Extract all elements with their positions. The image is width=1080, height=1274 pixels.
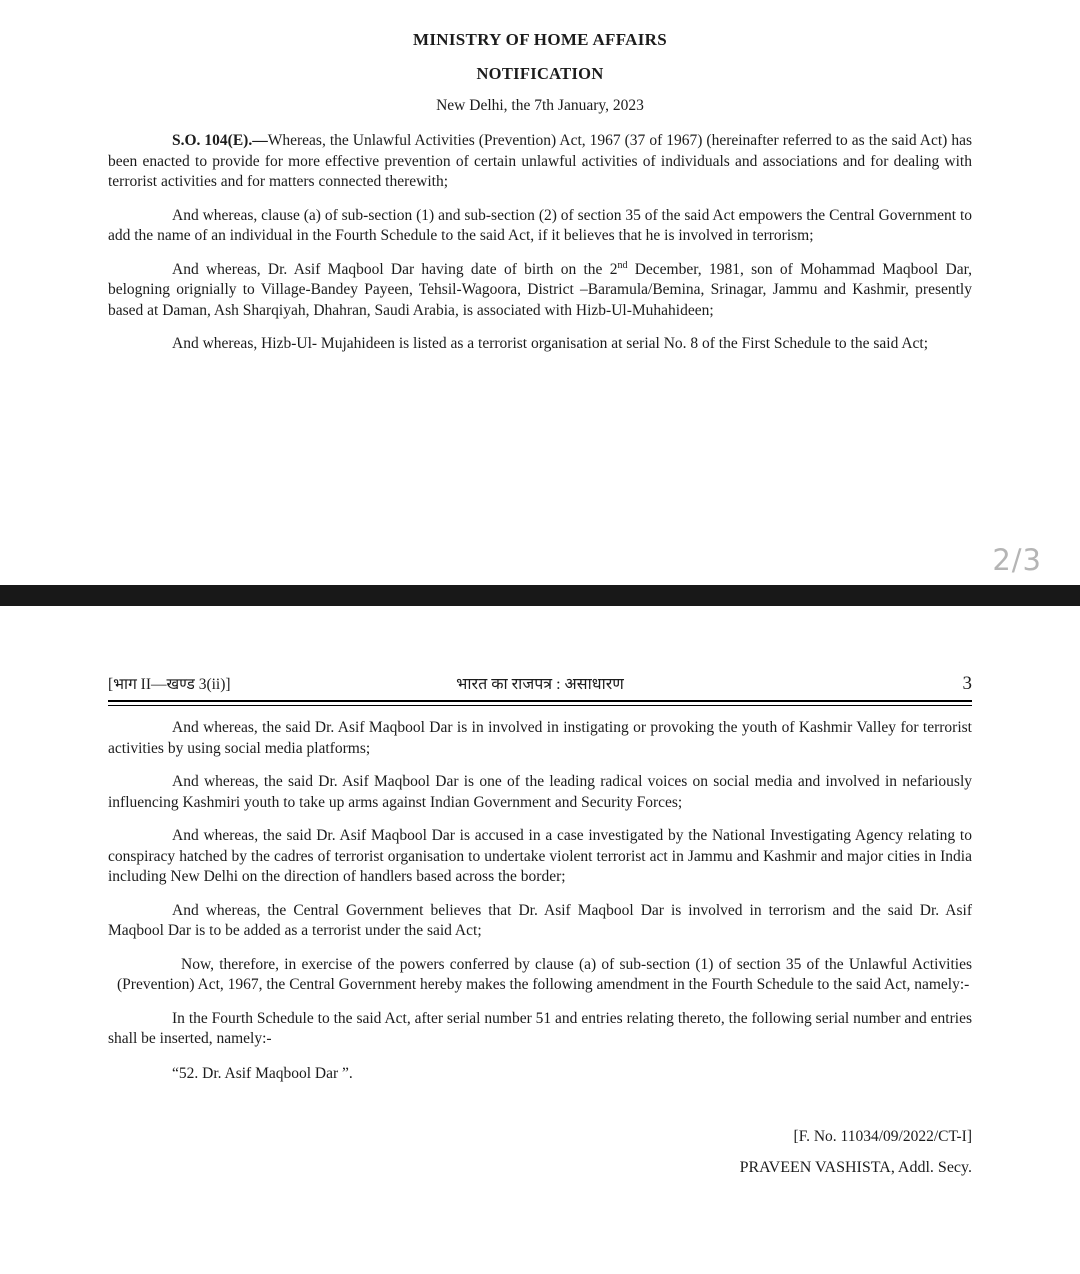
notification-paragraph-10: In the Fourth Schedule to the said Act, after serial number 51 and entries relating thereto, the following serial number and entries shall be inserted, namely:- (108, 1009, 972, 1047)
gazette-page-2 (0, 0, 1080, 585)
notification-paragraph-9: Now, therefore, in exercise of the powers conferred by clause (a) of sub-section (1) of section 35 of the Unlawful Activities (Prevention) Act, 1967, the Central Government hereby makes the following amendment in the Fourth Schedule to the said Act, namely:- (117, 955, 972, 993)
page-divider-bar (0, 585, 1080, 606)
notification-paragraph-6: And whereas, the said Dr. Asif Maqbool Dar is one of the leading radical voices on social media and involved in nefariously influencing Kashmiri youth to take up arms against Indian Government and Security Forces; (108, 773, 972, 811)
gazette-header (108, 672, 972, 695)
header-double-rule (108, 700, 972, 706)
notification-paragraph-8: And whereas, the Central Government believes that Dr. Asif Maqbool Dar is involved in terrorism and the said Dr. Asif Maqbool Dar is to be added as a terrorist under the said Act; (108, 901, 972, 939)
file-number: [F. No. 11034/09/2022/CT-I] (793, 1128, 972, 1145)
document-headings (108, 0, 972, 115)
so-number: S.O. 104(E).— (172, 132, 268, 149)
paragraph-1-text: Whereas, the Unlawful Activities (Prevention) Act, 1967 (37 of 1967) (hereinafter referred to as the said Act) has been enacted to provide for more effective prevention of certain unlawful activities of individuals and associations and for dealing with terrorist activities and for matters connected therewith; (108, 132, 973, 190)
schedule-entry-52: “52. Dr. Asif Maqbool Dar ”. (172, 1064, 353, 1082)
gazette-part-section: [भाग II—खण्ड 3(ii)] (108, 676, 231, 693)
notification-paragraph-4: And whereas, Hizb-Ul- Mujahideen is listed as a terrorist organisation at serial No. 8 of the First Schedule to the said Act; (172, 335, 929, 352)
gazette-page-number: 3 (962, 673, 972, 694)
page-indicator: 2/3 (992, 543, 1042, 577)
notification-paragraph-7: And whereas, the said Dr. Asif Maqbool Dar is accused in a case investigated by the National Investigating Agency relating to conspiracy hatched by the cadres of terrorist organisation to undertake violent terrorist act in Jammu and Kashmir and major cities in India including New Delhi on the direction of handlers based across the border; (108, 827, 972, 885)
notification-paragraph-1 (108, 131, 972, 193)
dateline: New Delhi, the 7th January, 2023 (436, 97, 644, 114)
ministry-title: MINISTRY OF HOME AFFAIRS (413, 30, 667, 49)
paragraph-3-text-a: And whereas, Dr. Asif Maqbool Dar having date of birth on the 2 (172, 260, 618, 278)
gazette-page-3 (0, 672, 1080, 1177)
notification-paragraph-2: And whereas, clause (a) of sub-section (1) and sub-section (2) of section 35 of the said Act empowers the Central Government to add the name of an individual in the Fourth Schedule to the said Act, if it believes that he is involved in terrorism; (108, 206, 972, 244)
notification-heading: NOTIFICATION (476, 64, 604, 83)
notification-paragraph-3 (108, 260, 972, 322)
paragraph-3-text-b: December, 1981, son of Mohammad Maqbool Dar, belogning orignially to Village-Bandey Payeen, Tehsil-Wagoora, District –Baramula/Bemina, Srinagar, Jammu and Kashmir, presently based at Daman, Ash Sharqiyah, Dhahran, Saudi Arabia, is associated with Hizb-Ul-Muhahideen; (108, 260, 972, 319)
gazette-title-hindi: भारत का राजपत्र : असाधारण (456, 676, 624, 693)
signatory-name: PRAVEEN VASHISTA, Addl. Secy. (739, 1159, 972, 1176)
notification-paragraph-5: And whereas, the said Dr. Asif Maqbool Dar is in involved in instigating or provoking the youth of Kashmir Valley for terrorist activities by using social media platforms; (108, 719, 972, 757)
ordinal-superscript: nd (617, 259, 628, 271)
signature-block (108, 1128, 972, 1177)
